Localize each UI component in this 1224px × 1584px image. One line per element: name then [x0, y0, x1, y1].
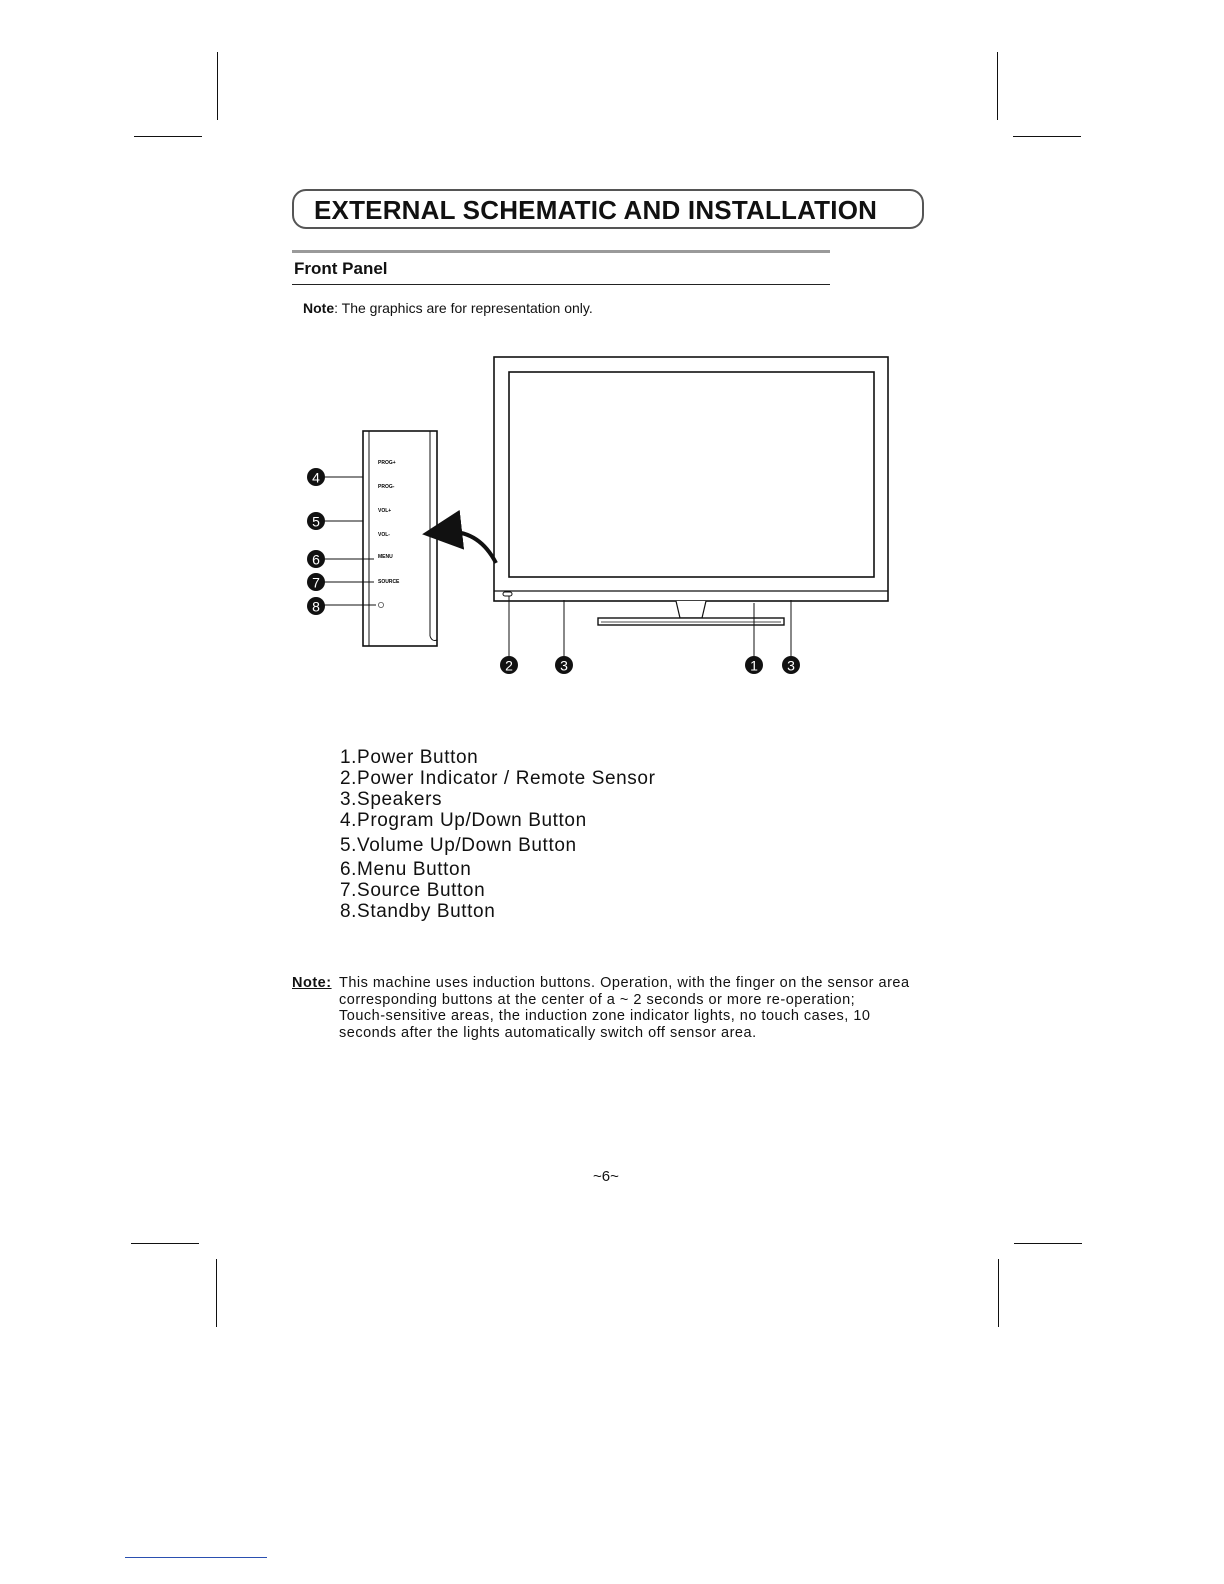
- callout-2: [500, 656, 518, 674]
- callout-4-label: 4: [312, 469, 320, 486]
- power-indicator-shape: [503, 592, 512, 596]
- label-prog-plus: PROG+: [378, 460, 396, 466]
- legend-item: 8.Standby Button: [340, 901, 496, 922]
- crop-mark: [998, 1259, 999, 1327]
- crop-mark: [216, 1259, 217, 1327]
- label-prog-minus: PROG-: [378, 484, 395, 490]
- label-menu: MENU: [378, 554, 393, 560]
- legend-item: 3.Speakers: [340, 789, 443, 810]
- callout-1: [745, 656, 763, 674]
- crop-mark: [134, 136, 202, 137]
- label-source: SOURCE: [378, 579, 400, 585]
- crop-mark: [131, 1243, 199, 1244]
- page-number: ~6~: [593, 1168, 619, 1185]
- callout-3-left-label: 3: [560, 657, 568, 674]
- bottom-link-underline: [125, 1557, 267, 1558]
- page-title: EXTERNAL SCHEMATIC AND INSTALLATION: [314, 195, 878, 225]
- callout-3-right: [782, 656, 800, 674]
- detail-arrow: [442, 532, 496, 563]
- legend-item: 5.Volume Up/Down Button: [340, 835, 577, 856]
- footnote-body: [339, 975, 939, 1041]
- representation-note: [303, 300, 593, 316]
- callout-2-label: 2: [505, 657, 513, 674]
- legend-item: 2.Power Indicator / Remote Sensor: [340, 768, 656, 789]
- callout-5-label: 5: [312, 513, 320, 530]
- side-button-panel: [363, 431, 437, 646]
- standby-sensor-icon: [378, 602, 383, 607]
- callout-7-label: 7: [312, 574, 320, 591]
- legend-item: 6.Menu Button: [340, 859, 472, 880]
- tv-front-view: [494, 357, 888, 625]
- note-text: : The graphics are for representation only.: [334, 300, 593, 316]
- tv-screen: [509, 372, 874, 577]
- footnote-line: corresponding buttons at the center of a ~ 2 seconds or more re-operation;: [339, 991, 856, 1008]
- footnote-line: seconds after the lights automatically switch off sensor area.: [339, 1024, 757, 1041]
- callout-1-label: 1: [750, 657, 758, 674]
- footnote-line: Touch-sensitive areas, the induction zone indicator lights, no touch cases, 10: [339, 1008, 871, 1024]
- section-rule-bottom: [292, 284, 830, 285]
- callout-8: [307, 597, 325, 615]
- callout-5: [307, 512, 325, 530]
- legend-item: 4.Program Up/Down Button: [340, 810, 587, 831]
- label-vol-minus: VOL-: [378, 532, 390, 538]
- footnote-label: Note:: [292, 975, 332, 991]
- component-legend: [340, 747, 656, 922]
- crop-mark: [217, 52, 218, 120]
- tv-stand-base: [598, 618, 784, 625]
- crop-mark: [1014, 1243, 1082, 1244]
- crop-mark: [1013, 136, 1081, 137]
- callout-8-label: 8: [312, 598, 320, 615]
- tv-stand-neck: [676, 601, 706, 618]
- crop-mark: [997, 52, 998, 120]
- callout-3-left: [555, 656, 573, 674]
- front-panel-diagram: [290, 350, 900, 685]
- callout-7: [307, 573, 325, 591]
- legend-item: 1.Power Button: [340, 747, 479, 768]
- legend-item: 7.Source Button: [340, 880, 486, 901]
- callout-6: [307, 550, 325, 568]
- callout-3-right-label: 3: [787, 657, 795, 674]
- note-label: Note: [303, 300, 335, 316]
- callout-6-label: 6: [312, 551, 320, 568]
- section-rule-top: [292, 250, 830, 253]
- section-heading: Front Panel: [294, 259, 388, 278]
- footnote-line: This machine uses induction buttons. Operation, with the finger on the sensor area: [339, 975, 910, 991]
- side-panel-outline: [363, 431, 437, 646]
- callout-4: [307, 468, 325, 486]
- label-vol-plus: VOL+: [378, 508, 392, 514]
